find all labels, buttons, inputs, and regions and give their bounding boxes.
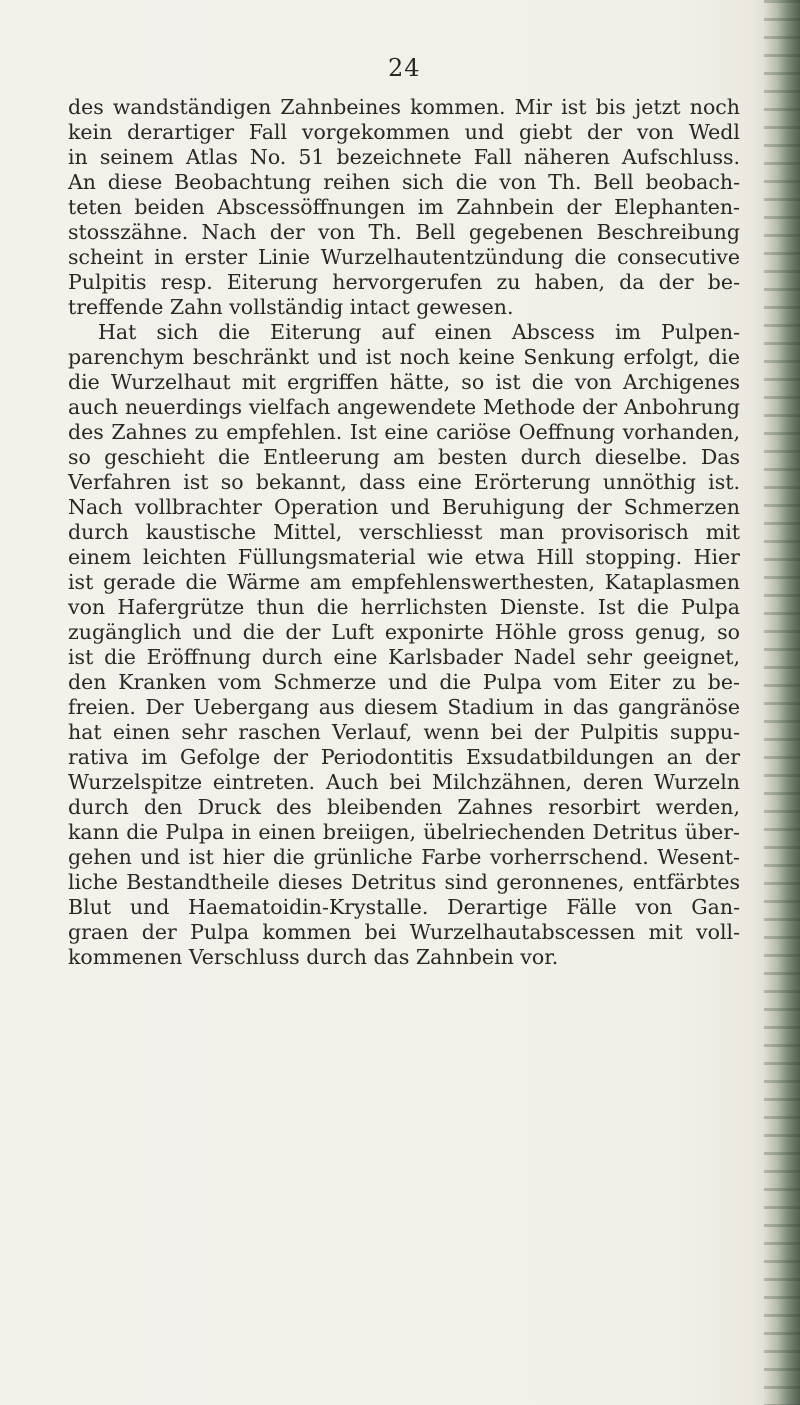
- text-line: rativa im Gefolge der Periodontitis Exsudatbildungen an der: [68, 745, 740, 769]
- text-line: Blut und Haematoidin-Krystalle. Derartige Fälle von Gan-: [68, 895, 740, 919]
- page-binding-edge: [764, 0, 800, 1405]
- text-line: stosszähne. Nach der von Th. Bell gegebenen Beschreibung: [68, 220, 740, 244]
- text-line: gehen und ist hier die grünliche Farbe vorherrschend. Wesent-: [68, 845, 740, 869]
- text-line: scheint in erster Linie Wurzelhautentzündung die consecutive: [68, 245, 740, 269]
- text-line: des wandständigen Zahnbeines kommen. Mir ist bis jetzt noch: [68, 95, 740, 119]
- text-line: An diese Beobachtung reihen sich die von Th. Bell beobach-: [68, 170, 740, 194]
- text-line: ist die Eröffnung durch eine Karlsbader Nadel sehr geeignet,: [68, 645, 740, 669]
- text-line: Hat sich die Eiterung auf einen Abscess im Pulpen-: [98, 320, 740, 344]
- body-text: [68, 95, 740, 970]
- text-line: einem leichten Füllungsmaterial wie etwa Hill stopping. Hier: [68, 545, 740, 569]
- text-line: durch kaustische Mittel, verschliesst man provisorisch mit: [68, 520, 740, 544]
- text-line: kommenen Verschluss durch das Zahnbein vor.: [68, 945, 559, 969]
- text-line: des Zahnes zu empfehlen. Ist eine cariöse Oeffnung vorhanden,: [68, 420, 740, 444]
- text-line: die Wurzelhaut mit ergriffen hätte, so ist die von Archigenes: [68, 370, 740, 394]
- text-line: kein derartiger Fall vorgekommen und giebt der von Wedl: [68, 120, 740, 144]
- text-line: Pulpitis resp. Eiterung hervorgerufen zu haben, da der be-: [68, 270, 740, 294]
- text-line: teten beiden Abscessöffnungen im Zahnbein der Elephanten-: [68, 195, 740, 219]
- text-line: liche Bestandtheile dieses Detritus sind geronnenes, entfärbtes: [68, 870, 740, 894]
- text-line: in seinem Atlas No. 51 bezeichnete Fall näheren Aufschluss.: [68, 145, 740, 169]
- text-line: ist gerade die Wärme am empfehlenswerthesten, Kataplasmen: [68, 570, 740, 594]
- text-line: parenchym beschränkt und ist noch keine Senkung erfolgt, die: [68, 345, 740, 369]
- page-number: 24: [388, 54, 421, 82]
- text-line: kann die Pulpa in einen breiigen, übelriechenden Detritus über-: [68, 820, 740, 844]
- text-line: zugänglich und die der Luft exponirte Höhle gross genug, so: [68, 620, 740, 644]
- text-line: hat einen sehr raschen Verlauf, wenn bei der Pulpitis suppu-: [68, 720, 740, 744]
- text-line: Wurzelspitze eintreten. Auch bei Milchzähnen, deren Wurzeln: [68, 770, 740, 794]
- text-line: auch neuerdings vielfach angewendete Methode der Anbohrung: [68, 395, 740, 419]
- text-line: freien. Der Uebergang aus diesem Stadium in das gangränöse: [68, 695, 740, 719]
- text-line: Verfahren ist so bekannt, dass eine Erörterung unnöthig ist.: [68, 470, 740, 494]
- text-line: den Kranken vom Schmerze und die Pulpa vom Eiter zu be-: [68, 670, 740, 694]
- text-line: Nach vollbrachter Operation und Beruhigung der Schmerzen: [68, 495, 740, 519]
- text-line: von Hafergrütze thun die herrlichsten Dienste. Ist die Pulpa: [68, 595, 740, 619]
- text-line: treffende Zahn vollständig intact gewesen.: [68, 295, 514, 319]
- text-line: graen der Pulpa kommen bei Wurzelhautabscessen mit voll-: [68, 920, 740, 944]
- text-line: durch den Druck des bleibenden Zahnes resorbirt werden,: [68, 795, 740, 819]
- text-line: so geschieht die Entleerung am besten durch dieselbe. Das: [68, 445, 740, 469]
